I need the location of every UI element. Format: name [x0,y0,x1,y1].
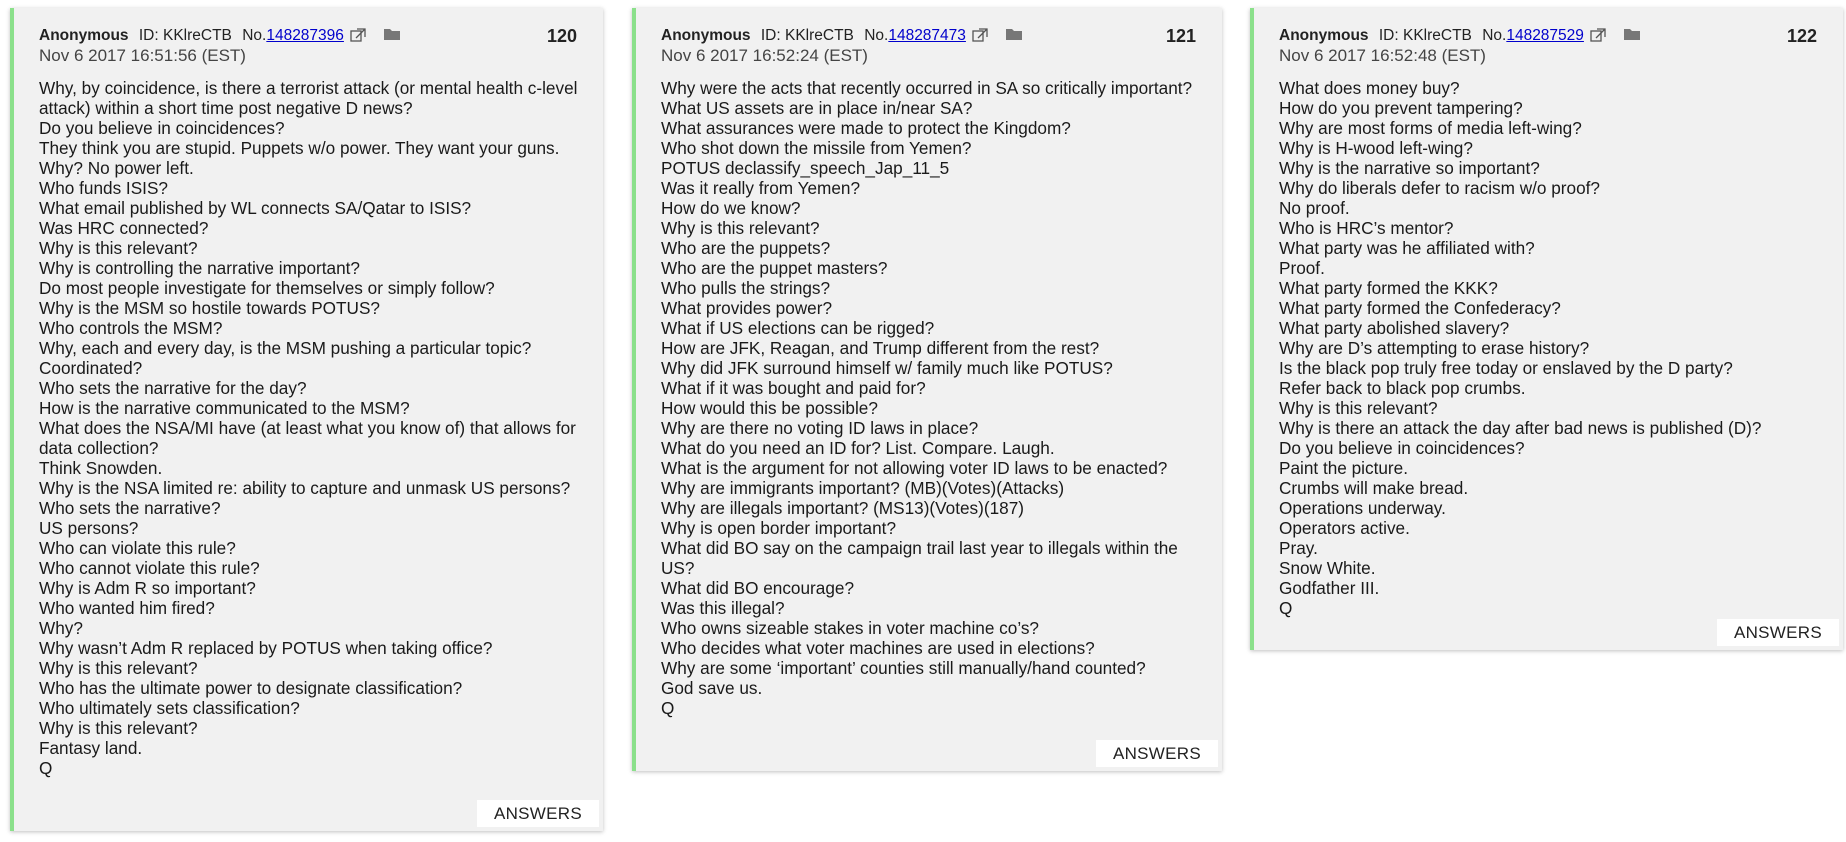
post-line: What provides power? [661,298,833,318]
post-line: US persons? [39,518,139,538]
post-number-label: No. [1482,27,1507,44]
post-line: Who ultimately sets classification? [39,698,300,718]
post-line: Why is Adm R so important? [39,578,256,598]
post-index: 120 [546,26,577,46]
post-line: Who funds ISIS? [39,178,168,198]
post-line: Coordinated? [39,358,143,378]
post-line: Paint the picture. [1279,458,1408,478]
post-line: Who controls the MSM? [39,318,223,338]
post-number-label: No. [242,27,267,44]
post-number-label: No. [864,27,889,44]
post-line: Why are there no voting ID laws in place? [661,418,979,438]
post-header [1279,26,1817,46]
post-line: How do we know? [661,198,801,218]
post-line: What do you need an ID for? List. Compare. Laugh. [661,438,1055,458]
post-line: Why are illegals important? (MS13)(Votes)(187) [661,498,1024,518]
post-line: Why are most forms of media left-wing? [1279,118,1582,138]
post-line: Think Snowden. [39,458,163,478]
answers-button[interactable]: ANSWERS [1096,740,1218,767]
post-line: What party formed the KKK? [1279,278,1498,298]
post-line: What did BO say on the campaign trail last year to illegals within the US? [661,538,1178,578]
external-link-icon[interactable] [1590,28,1606,42]
post-line: Why is open border important? [661,518,897,538]
post-line: How are JFK, Reagan, and Trump different from the rest? [661,338,1100,358]
post-line: Who owns sizeable stakes in voter machine co’s? [661,618,1039,638]
post-line: Who are the puppets? [661,238,831,258]
post-line: Why wasn’t Adm R replaced by POTUS when taking office? [39,638,493,658]
post-line: They think you are stupid. Puppets w/o power. They want your guns. Why? No power left. [39,138,560,178]
answers-button[interactable]: ANSWERS [477,800,599,827]
post-line: Who has the ultimate power to designate classification? [39,678,463,698]
poster-id: ID: KKlreCTB [760,27,854,44]
post-line: How would this be possible? [661,398,878,418]
post-line: Why are D’s attempting to erase history? [1279,338,1590,358]
post-line: Why did JFK surround himself w/ family much like POTUS? [661,358,1113,378]
post-line: Who are the puppet masters? [661,258,888,278]
author-name: Anonymous [661,27,751,44]
post-line: Who cannot violate this rule? [39,558,260,578]
post-line: Why do liberals defer to racism w/o proof? [1279,178,1600,198]
post-line: What party was he affiliated with? [1279,238,1535,258]
post-number-link[interactable]: 148287396 [266,27,344,44]
answers-button[interactable]: ANSWERS [1717,619,1839,646]
post-line: What is the argument for not allowing voter ID laws to be enacted? [661,458,1168,478]
post-line: What party formed the Confederacy? [1279,298,1561,318]
post-header [39,26,577,46]
post-line: Q [661,698,675,718]
post-line: Was this illegal? [661,598,785,618]
author-name: Anonymous [1279,27,1369,44]
post-line: Why is controlling the narrative important? [39,258,360,278]
post-line: Who shot down the missile from Yemen? [661,138,972,158]
post-line: Why is the MSM so hostile towards POTUS? [39,298,380,318]
post-line: Who is HRC’s mentor? [1279,218,1454,238]
post-line: What does the NSA/MI have (at least what you know of) that allows for data collection? [39,418,576,458]
post-card-121 [632,8,1222,771]
post-line: Is the black pop truly free today or enslaved by the D party? [1279,358,1733,378]
post-line: Why is H-wood left-wing? [1279,138,1473,158]
post-line: POTUS declassify_speech_Jap_11_5 [661,158,950,178]
post-line: Why are immigrants important? (MB)(Votes)(Attacks) [661,478,1065,498]
post-card-122 [1250,8,1843,650]
post-line: Who pulls the strings? [661,278,831,298]
post-line: What assurances were made to protect the Kingdom? [661,118,1071,138]
post-line: Q [1279,598,1293,618]
post-line: Do you believe in coincidences? [1279,438,1525,458]
post-line: Why is this relevant? [39,238,198,258]
folder-icon[interactable] [1005,27,1023,41]
post-line: Who sets the narrative for the day? [39,378,307,398]
post-line: What if it was bought and paid for? [661,378,926,398]
post-line: Why is there an attack the day after bad news is published (D)? [1279,418,1762,438]
post-line: How do you prevent tampering? [1279,98,1523,118]
post-line: Why, each and every day, is the MSM pushing a particular topic? [39,338,532,358]
post-line: Why is this relevant? [39,658,198,678]
post-line: Why are some ‘important’ counties still manually/hand counted? [661,658,1146,678]
post-line: Do most people investigate for themselves or simply follow? [39,278,495,298]
post-line: Proof. [1279,258,1325,278]
post-line: Fantasy land. [39,738,143,758]
post-line: Why is this relevant? [39,718,198,738]
post-line: Why? [39,618,83,638]
post-line: Who wanted him fired? [39,598,215,618]
post-header [661,26,1196,46]
post-line: Why is this relevant? [661,218,820,238]
post-body [1279,78,1823,618]
folder-icon[interactable] [1623,27,1641,41]
post-line: Was it really from Yemen? [661,178,861,198]
post-line: What if US elections can be rigged? [661,318,935,338]
post-line: How is the narrative communicated to the MSM? [39,398,410,418]
post-index: 121 [1165,26,1196,46]
post-line: Pray. [1279,538,1318,558]
post-line: Crumbs will make bread. [1279,478,1469,498]
post-line: Why is the narrative so important? [1279,158,1540,178]
post-line: What party abolished slavery? [1279,318,1510,338]
post-date: Nov 6 2017 16:52:48 (EST) [1279,46,1486,65]
poster-id: ID: KKlreCTB [1378,27,1472,44]
post-line: Q [39,758,53,778]
post-line: What US assets are in place in/near SA? [661,98,973,118]
external-link-icon[interactable] [350,28,366,42]
post-card-120 [10,8,603,831]
post-line: Who sets the narrative? [39,498,221,518]
post-line: God save us. [661,678,763,698]
post-line: Why were the acts that recently occurred in SA so critically important? [661,78,1193,98]
post-number-link[interactable]: 148287473 [888,27,966,44]
external-link-icon[interactable] [972,28,988,42]
poster-id: ID: KKlreCTB [138,27,232,44]
post-body [39,78,583,778]
post-date: Nov 6 2017 16:52:24 (EST) [661,46,868,65]
post-line: What email published by WL connects SA/Qatar to ISIS? [39,198,472,218]
post-line: Godfather III. [1279,578,1380,598]
post-body [661,78,1202,718]
post-line: Who decides what voter machines are used in elections? [661,638,1095,658]
post-line: Operators active. [1279,518,1410,538]
post-line: Snow White. [1279,558,1376,578]
post-line: Operations underway. [1279,498,1446,518]
post-line: Why is the NSA limited re: ability to capture and unmask US persons? [39,478,571,498]
post-line: Why, by coincidence, is there a terrorist attack (or mental health c-level attack) within a short time post negative D news? [39,78,578,118]
post-line: Who can violate this rule? [39,538,236,558]
post-line: No proof. [1279,198,1350,218]
post-date: Nov 6 2017 16:51:56 (EST) [39,46,246,65]
post-line: Refer back to black pop crumbs. [1279,378,1526,398]
post-line: Why is this relevant? [1279,398,1438,418]
folder-icon[interactable] [383,27,401,41]
post-line: What did BO encourage? [661,578,854,598]
post-index: 122 [1786,26,1817,46]
post-number-link[interactable]: 148287529 [1506,27,1584,44]
post-line: What does money buy? [1279,78,1460,98]
post-line: Was HRC connected? [39,218,209,238]
post-line: Do you believe in coincidences? [39,118,285,138]
author-name: Anonymous [39,27,129,44]
